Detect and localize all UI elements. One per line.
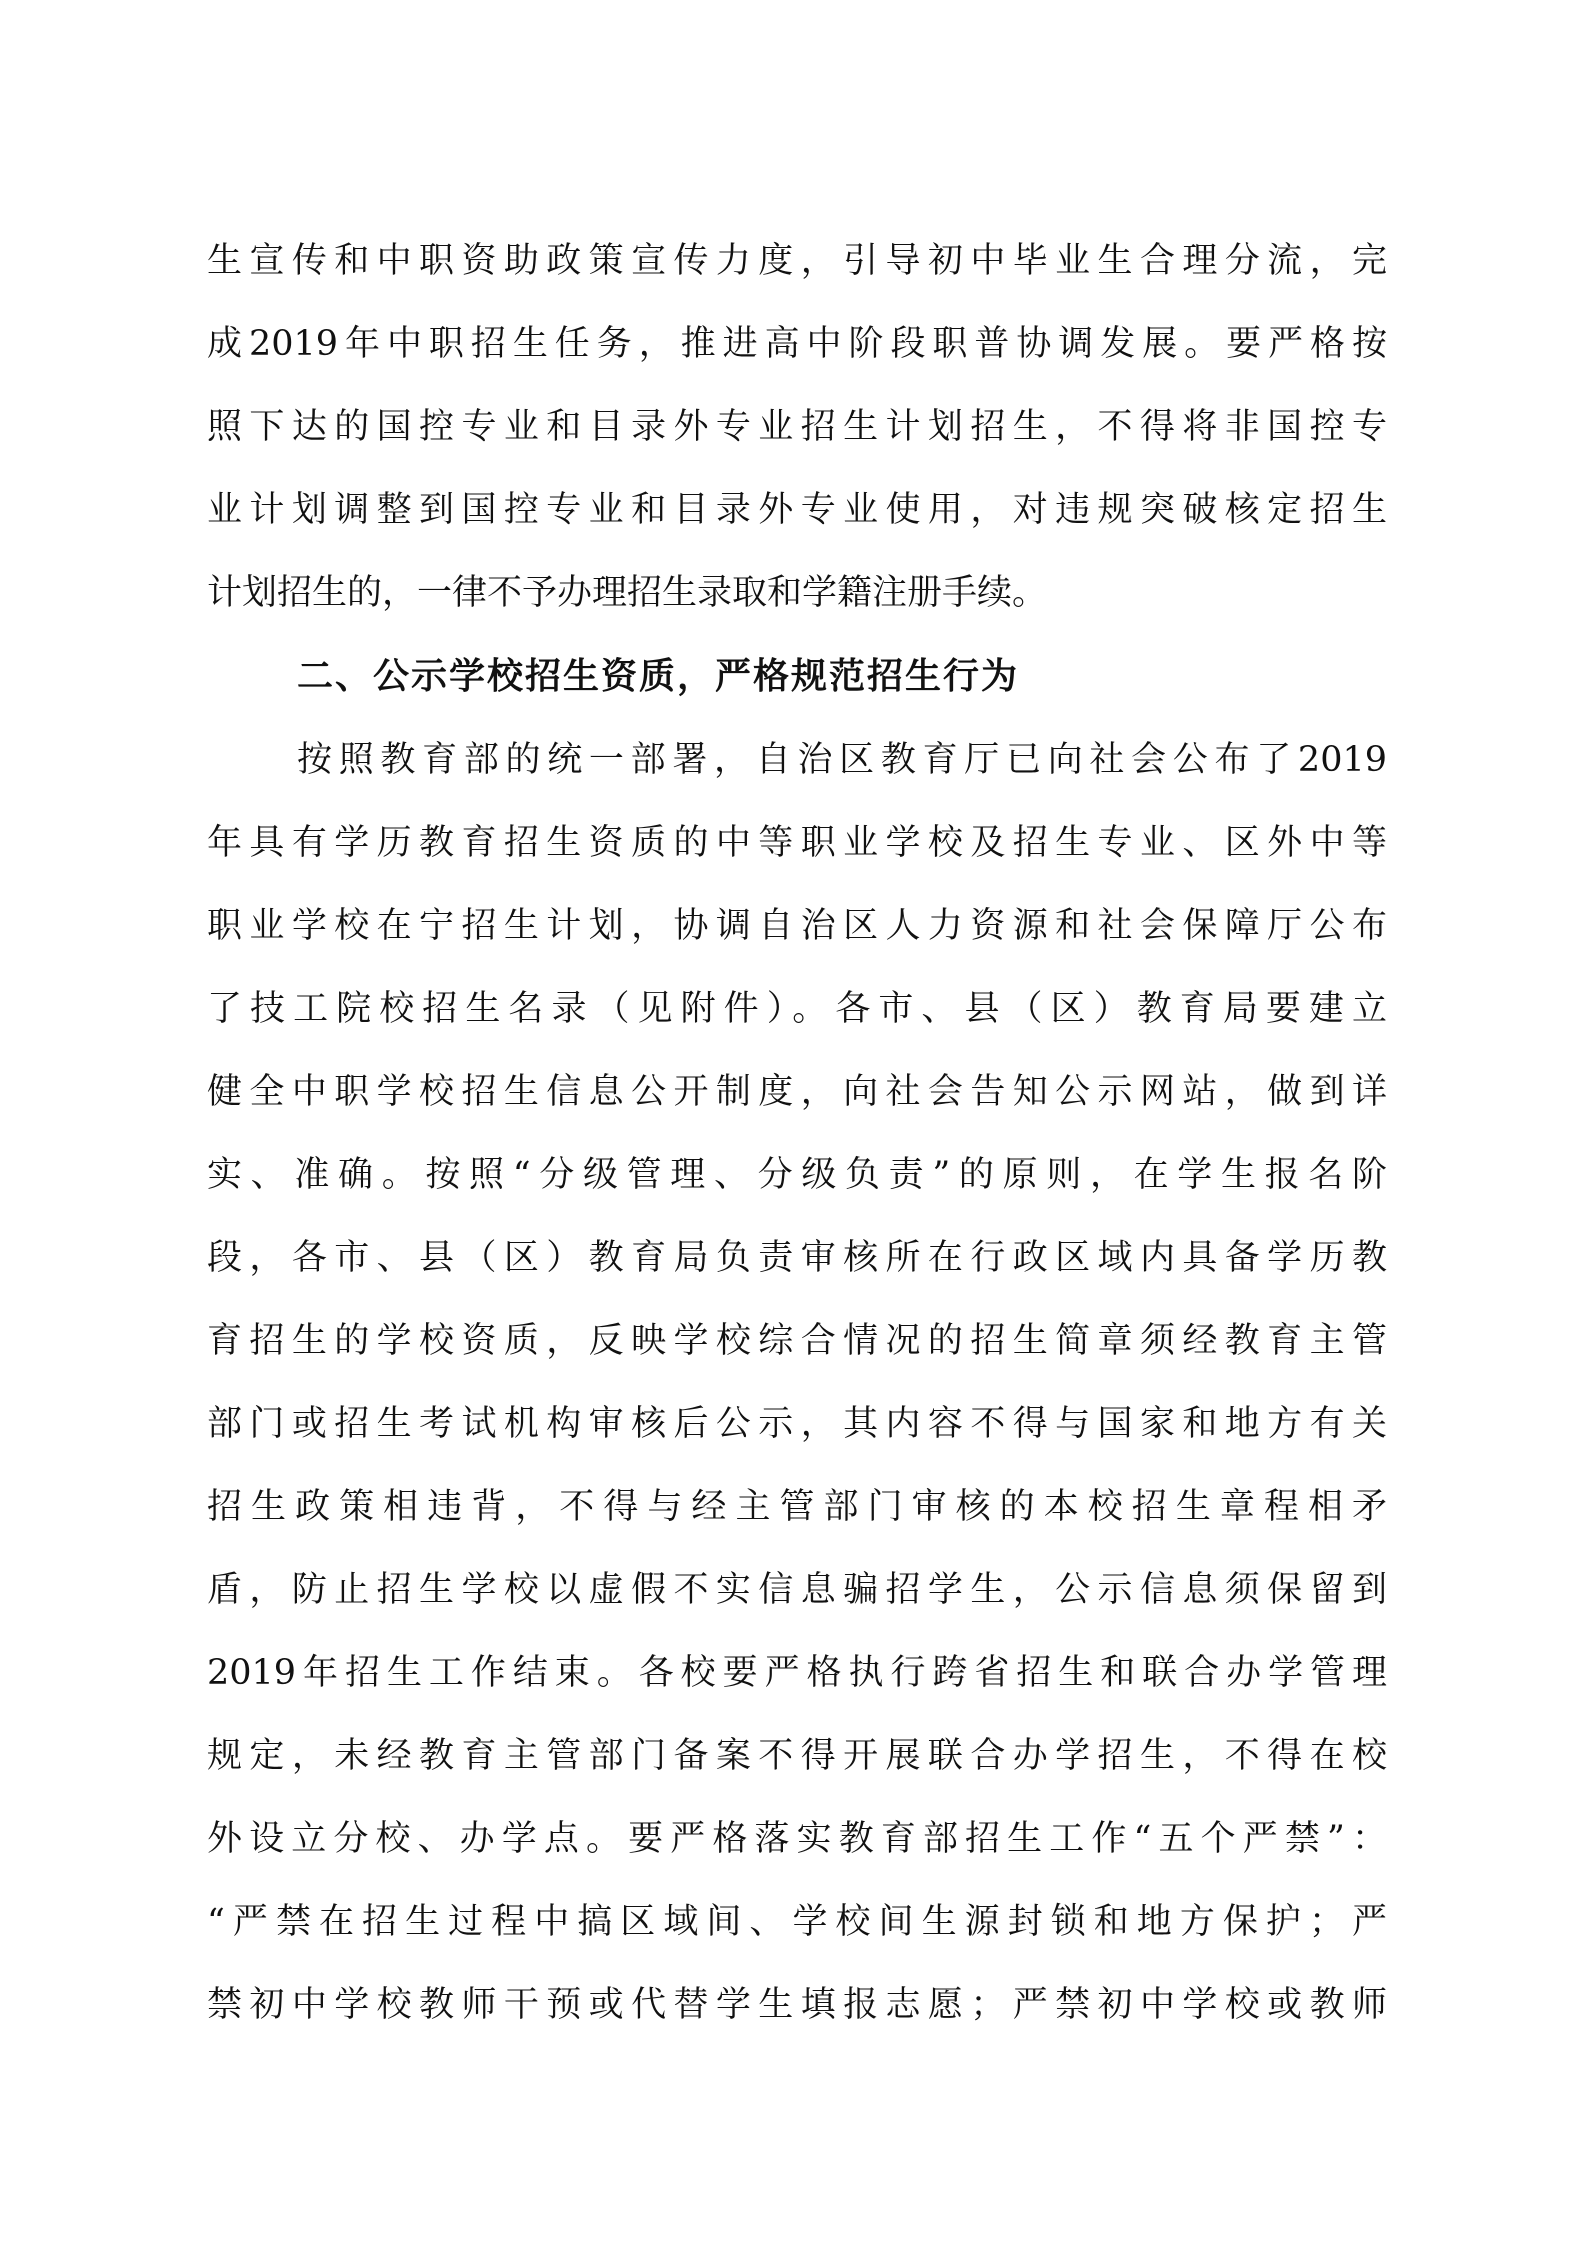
paragraph-1-line: 业计划调整到国控专业和目录外专业使用，对违规突破核定招生 — [207, 490, 1387, 530]
paragraph-2-line: 招生政策相违背，不得与经主管部门审核的本校招生章程相矛 — [207, 1487, 1387, 1527]
paragraph-2-line: 健全中职学校招生信息公开制度，向社会告知公示网站，做到详 — [207, 1072, 1387, 1112]
paragraph-2-line: 2019年招生工作结束。各校要严格执行跨省招生和联合办学管理 — [207, 1653, 1387, 1693]
paragraph-2-line: 年具有学历教育招生资质的中等职业学校及招生专业、区外中等 — [207, 823, 1387, 863]
paragraph-2-line: 按照教育部的统一部署，自治区教育厅已向社会公布了2019 — [297, 740, 1387, 780]
paragraph-1-line: 照下达的国控专业和目录外专业招生计划招生，不得将非国控专 — [207, 407, 1387, 447]
paragraph-2-line: “严禁在招生过程中搞区域间、学校间生源封锁和地方保护；严 — [207, 1902, 1387, 1942]
paragraph-1-line: 成2019年中职招生任务，推进高中阶段职普协调发展。要严格按 — [207, 324, 1387, 364]
paragraph-2-line: 段，各市、县（区）教育局负责审核所在行政区域内具备学历教 — [207, 1238, 1387, 1278]
paragraph-1-line: 生宣传和中职资助政策宣传力度，引导初中毕业生合理分流，完 — [207, 241, 1387, 281]
paragraph-2-line: 实、准确。按照“分级管理、分级负责”的原则，在学生报名阶 — [207, 1155, 1387, 1195]
paragraph-2-line: 外设立分校、办学点。要严格落实教育部招生工作“五个严禁”： — [207, 1819, 1387, 1859]
paragraph-2-line: 规定，未经教育主管部门备案不得开展联合办学招生，不得在校 — [207, 1736, 1387, 1776]
paragraph-2-line: 部门或招生考试机构审核后公示，其内容不得与国家和地方有关 — [207, 1404, 1387, 1444]
paragraph-1-line: 计划招生的，一律不予办理招生录取和学籍注册手续。 — [207, 573, 1048, 613]
section-heading: 二、公示学校招生资质，严格规范招生行为 — [297, 656, 1020, 697]
paragraph-2-line: 了技工院校招生名录（见附件）。各市、县（区）教育局要建立 — [207, 989, 1387, 1029]
paragraph-2-line: 禁初中学校教师干预或代替学生填报志愿；严禁初中学校或教师 — [207, 1985, 1387, 2025]
paragraph-2-line: 育招生的学校资质，反映学校综合情况的招生简章须经教育主管 — [207, 1321, 1387, 1361]
paragraph-2-line: 职业学校在宁招生计划，协调自治区人力资源和社会保障厅公布 — [207, 906, 1387, 946]
paragraph-2-line: 盾，防止招生学校以虚假不实信息骗招学生，公示信息须保留到 — [207, 1570, 1387, 1610]
